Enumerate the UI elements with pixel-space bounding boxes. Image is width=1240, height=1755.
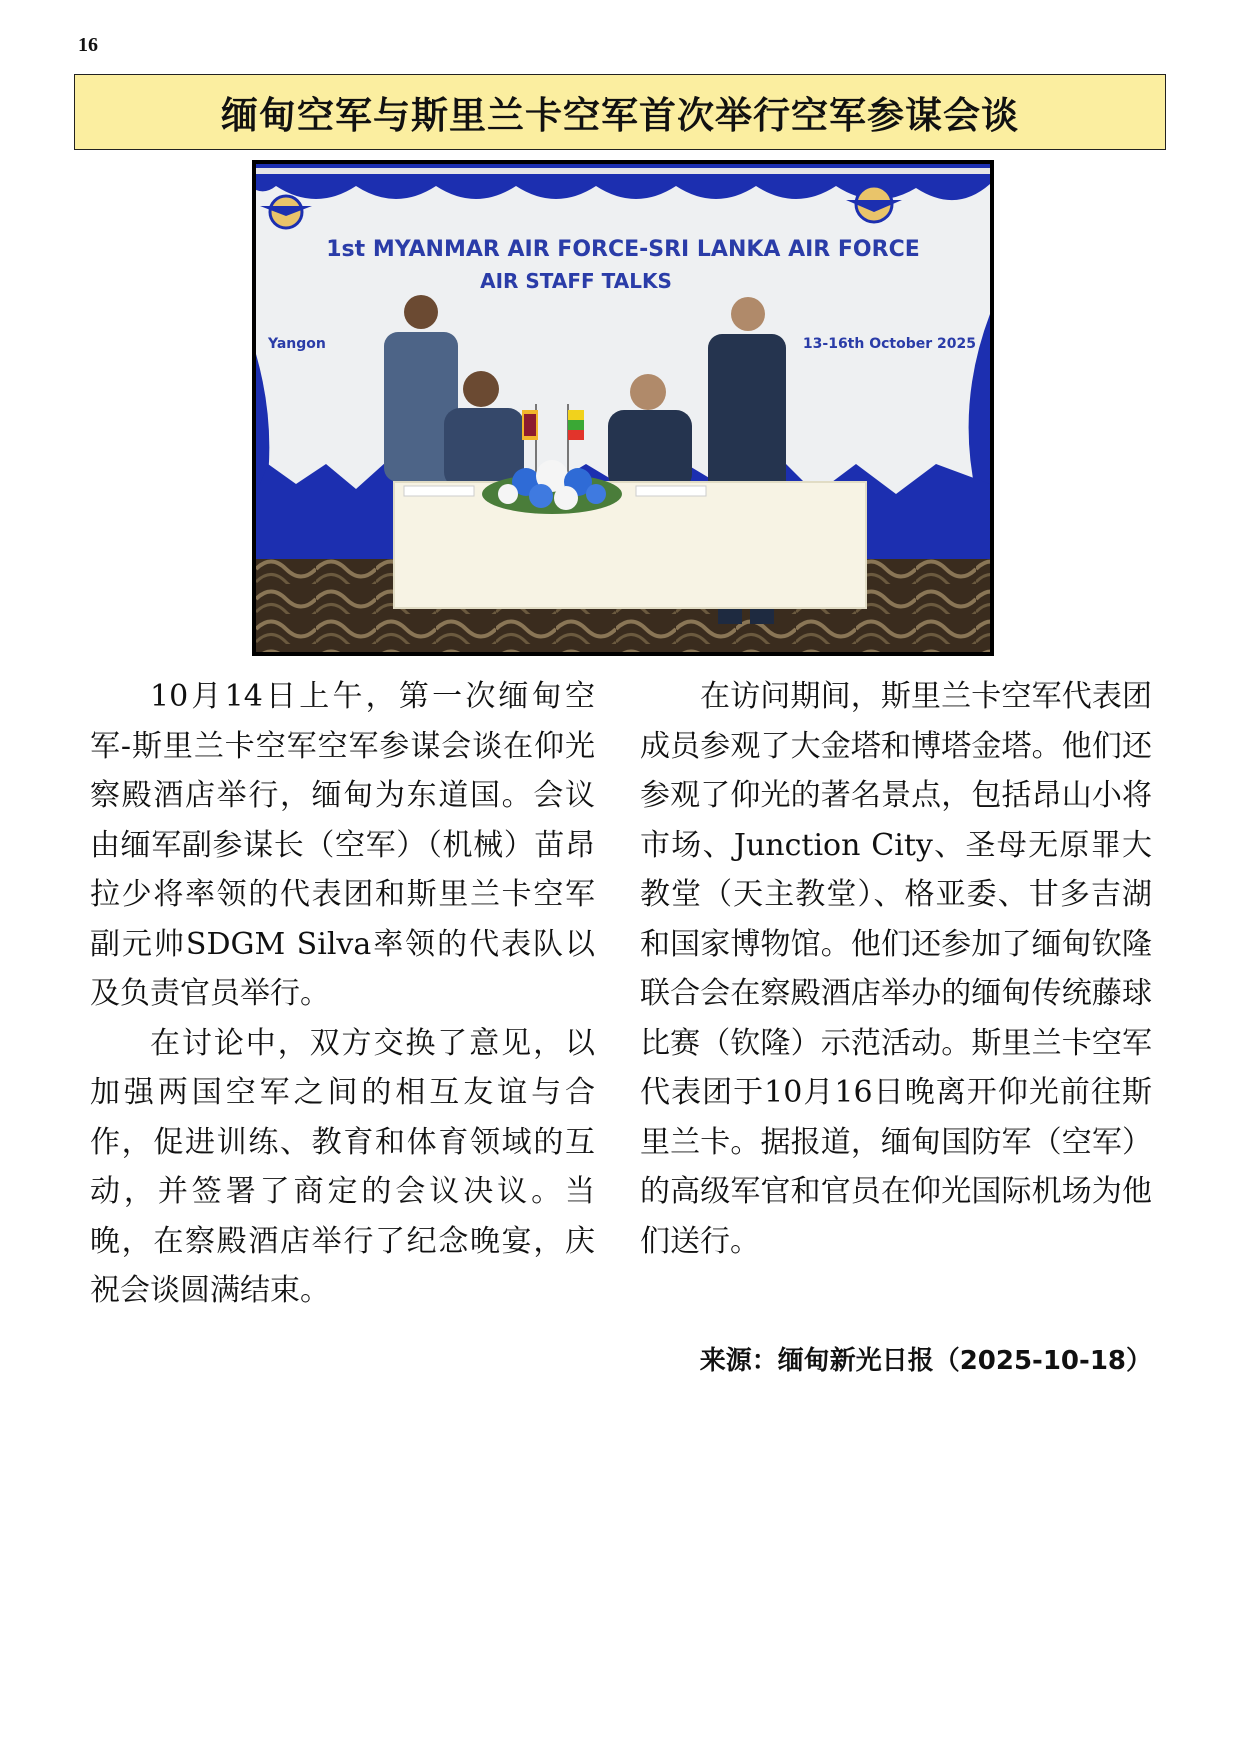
article-column-right: [640, 672, 1152, 1266]
banner-dates: 13-16th October 2025: [802, 336, 976, 352]
article-column-left: [90, 672, 595, 1316]
signing-table: [394, 482, 866, 608]
article-photo: [252, 160, 994, 656]
paragraph: 10月14日上午，第一次缅甸空军-斯里兰卡空军空军参谋会谈在仰光察殿酒店举行，缅甸为东道国。会议由缅军副参谋长（空军）（机械）苗昂拉少将率领的代表团和斯里兰卡空军副元帅SDGM Silva率领的代表队以及负责官员举行。: [90, 679, 595, 1011]
article-source: 来源：缅甸新光日报（2025-10-18）: [699, 1346, 1152, 1376]
banner-line-2: AIR STAFF TALKS: [480, 269, 672, 293]
banner-line-1: 1st MYANMAR AIR FORCE-SRI LANKA AIR FORCE: [326, 237, 920, 262]
page-number: 16: [78, 34, 98, 56]
signing-ceremony-photo: [256, 164, 990, 652]
paragraph: 在访问期间，斯里兰卡空军代表团成员参观了大金塔和博塔金塔。他们还参观了仰光的著名景点，包括昂山小将市场、Junction City、圣母无原罪大教堂（天主教堂）、格亚委、甘多吉湖和国家博物馆。他们还参加了缅甸钦隆联合会在察殿酒店举办的缅甸传统藤球比赛（钦隆）示范活动。斯里兰卡空军代表团于10月16日晚离开仰光前往斯里兰卡。据报道，缅甸国防军（空军）的高级军官和官员在仰光国际机场为他们送行。: [640, 679, 1152, 1259]
title-box: [74, 74, 1166, 150]
paragraph: 在讨论中，双方交换了意见，以加强两国空军之间的相互友谊与合作，促进训练、教育和体育领域的互动，并签署了商定的会议决议。当晚，在察殿酒店举行了纪念晚宴，庆祝会谈圆满结束。: [90, 1025, 595, 1308]
banner-location: Yangon: [268, 336, 326, 352]
article-title: 缅甸空军与斯里兰卡空军首次举行空军参谋会谈: [221, 94, 1019, 137]
